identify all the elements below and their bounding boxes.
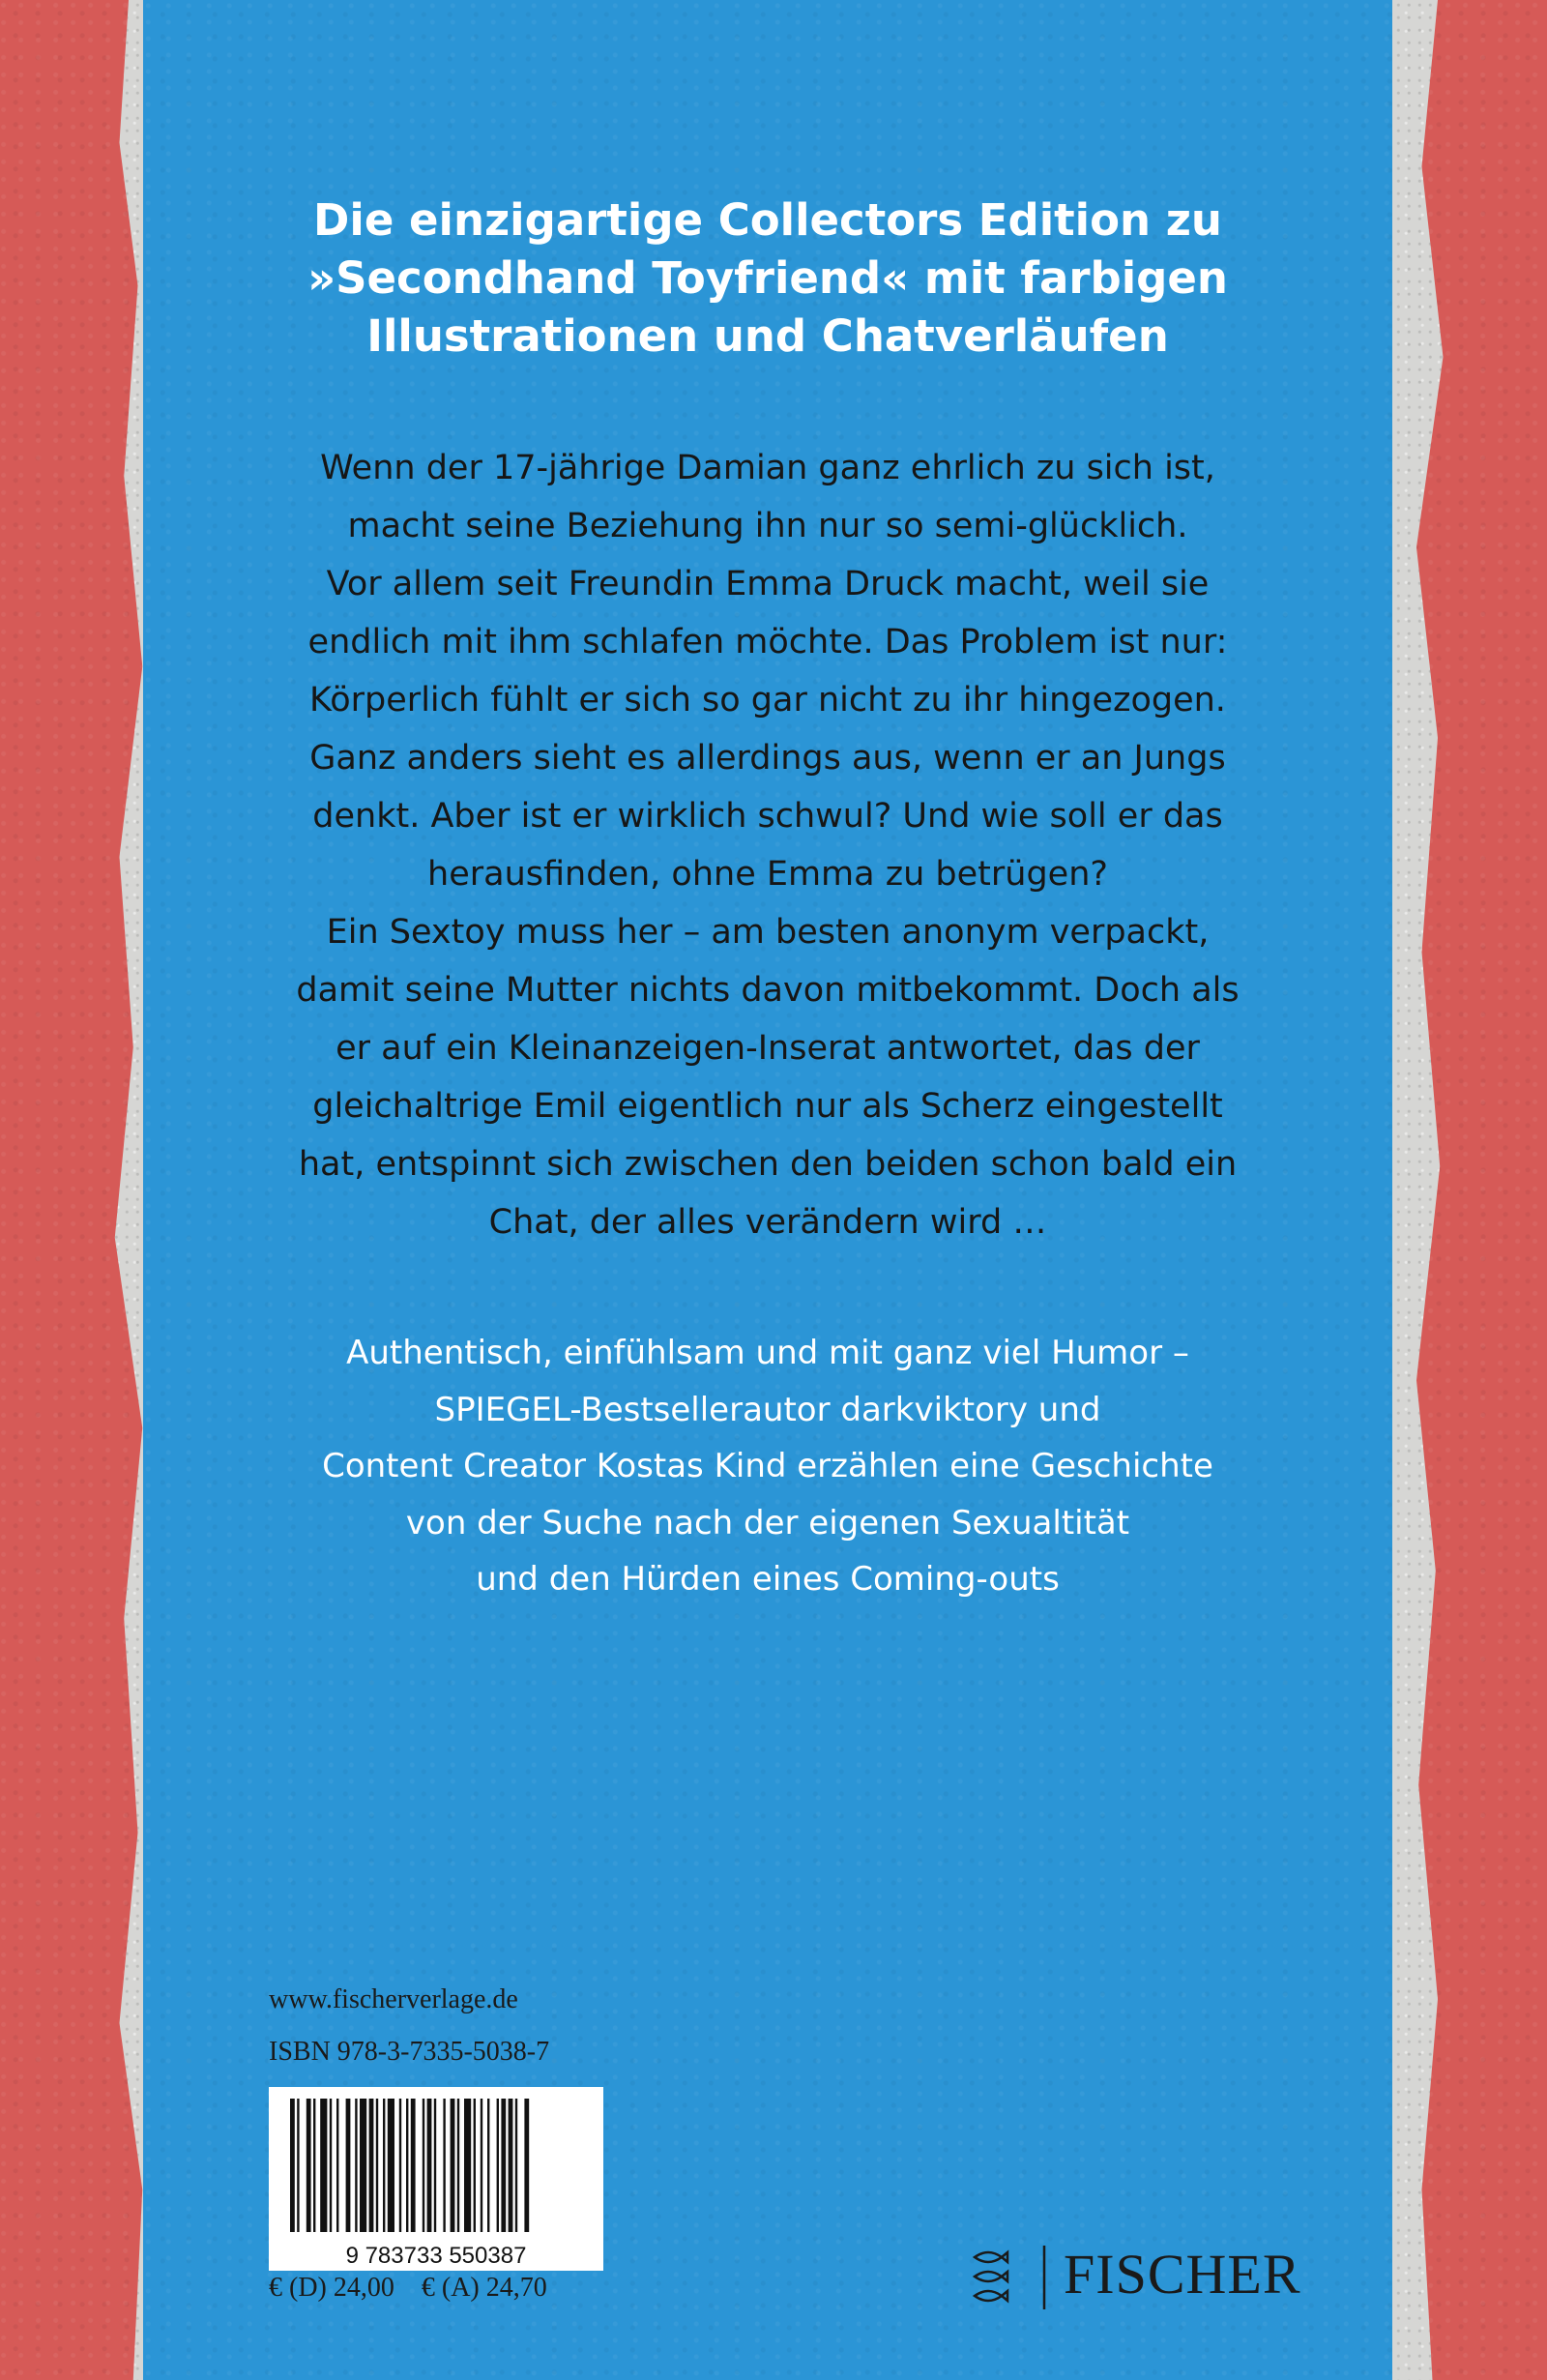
barcode-bar — [515, 2099, 517, 2232]
barcode-bar — [443, 2099, 445, 2232]
barcode-bar — [434, 2099, 436, 2232]
blurb-line: Chat, der alles verändern wird … — [488, 1203, 1047, 1242]
barcode-graphic — [269, 2087, 603, 2271]
blurb-line: gleichaltrige Emil eigentlich nur als Scherz eingestellt — [312, 1087, 1223, 1126]
barcode-bar — [320, 2099, 327, 2232]
barcode-bar — [497, 2099, 499, 2232]
barcode-bar — [427, 2099, 432, 2232]
price: € (D) 24,00 € (A) 24,70 — [269, 2273, 547, 2303]
blurb-line: macht seine Beziehung ihn nur so semi-glücklich. — [347, 507, 1188, 545]
barcode-bar — [464, 2099, 471, 2232]
blurb — [143, 439, 1392, 1251]
barcode-bar — [524, 2099, 529, 2232]
heading-line: Illustrationen und Chatverläufen — [366, 310, 1169, 362]
barcode-bar — [369, 2099, 374, 2232]
tagline-line: Content Creator Kostas Kind erzählen eine Geschichte — [322, 1447, 1213, 1485]
blurb-line: Wenn der 17-jährige Damian ganz ehrlich zu sich ist, — [320, 449, 1215, 487]
barcode-bar — [501, 2099, 506, 2232]
barcode-bar — [481, 2099, 482, 2232]
barcode-bar — [457, 2099, 459, 2232]
publisher-website[interactable]: www.fischerverlage.de — [269, 1984, 518, 2014]
barcode-bar — [487, 2099, 489, 2232]
blurb-line: Ein Sextoy muss her – am besten anonym verpackt, — [326, 913, 1210, 952]
tagline-line: und den Hürden eines Coming-outs — [476, 1560, 1060, 1599]
barcode-digits: 9 783733 550387 — [345, 2243, 527, 2269]
barcode-bar — [306, 2099, 311, 2232]
barcode-bar — [411, 2099, 416, 2232]
barcode-bar — [346, 2099, 351, 2232]
tagline — [143, 1325, 1392, 1608]
blurb-line: damit seine Mutter nichts davon mitbekommt. Doch als — [296, 971, 1240, 1010]
heading — [143, 191, 1392, 366]
barcode-bar — [336, 2099, 338, 2232]
barcode-bar — [330, 2099, 332, 2232]
barcode-bar — [297, 2099, 299, 2232]
blurb-line: Ganz anders sieht es allerdings aus, wenn er an Jungs — [309, 739, 1226, 778]
blurb-line: er auf ein Kleinanzeigen-Inserat antwortet, das der — [336, 1029, 1200, 1068]
barcode-bar — [474, 2099, 476, 2232]
tagline-line: Authentisch, einfühlsam und mit ganz viel Humor – — [346, 1334, 1189, 1372]
blurb-line: hat, entspinnt sich zwischen den beiden schon bald ein — [298, 1145, 1238, 1184]
barcode-bar — [290, 2099, 295, 2232]
barcode-bar — [313, 2099, 315, 2232]
barcode-bar — [509, 2099, 513, 2232]
publisher-name: FISCHER — [1064, 2243, 1301, 2306]
heading-line: »Secondhand Toyfriend« mit farbigen — [307, 252, 1228, 304]
blurb-line: Vor allem seit Freundin Emma Druck macht, weil sie — [326, 565, 1210, 603]
barcode — [269, 2087, 603, 2271]
heading-line: Die einzigartige Collectors Edition zu — [313, 194, 1222, 246]
fischer-fish-logo-icon — [967, 2244, 1054, 2311]
blurb-line: Körperlich fühlt er sich so gar nicht zu ihr hingezogen. — [309, 681, 1226, 720]
barcode-bar — [388, 2099, 394, 2232]
tagline-line: SPIEGEL-Bestsellerautor darkviktory und — [434, 1390, 1101, 1429]
barcode-bar — [360, 2099, 366, 2232]
barcode-bar — [451, 2099, 455, 2232]
blurb-line: denkt. Aber ist er wirklich schwul? Und wie soll er das — [312, 797, 1223, 836]
barcode-bar — [376, 2099, 378, 2232]
barcode-bar — [399, 2099, 401, 2232]
barcode-bar — [406, 2099, 408, 2232]
isbn: ISBN 978-3-7335-5038-7 — [269, 2037, 550, 2067]
blurb-line: endlich mit ihm schlafen möchte. Das Problem ist nur: — [307, 623, 1228, 661]
blurb-line: herausfinden, ohne Emma zu betrügen? — [427, 855, 1108, 894]
barcode-bar — [383, 2099, 385, 2232]
tagline-line: von der Suche nach der eigenen Sexualtität — [405, 1503, 1130, 1543]
barcode-bar — [423, 2099, 424, 2232]
barcode-bar — [355, 2099, 357, 2232]
